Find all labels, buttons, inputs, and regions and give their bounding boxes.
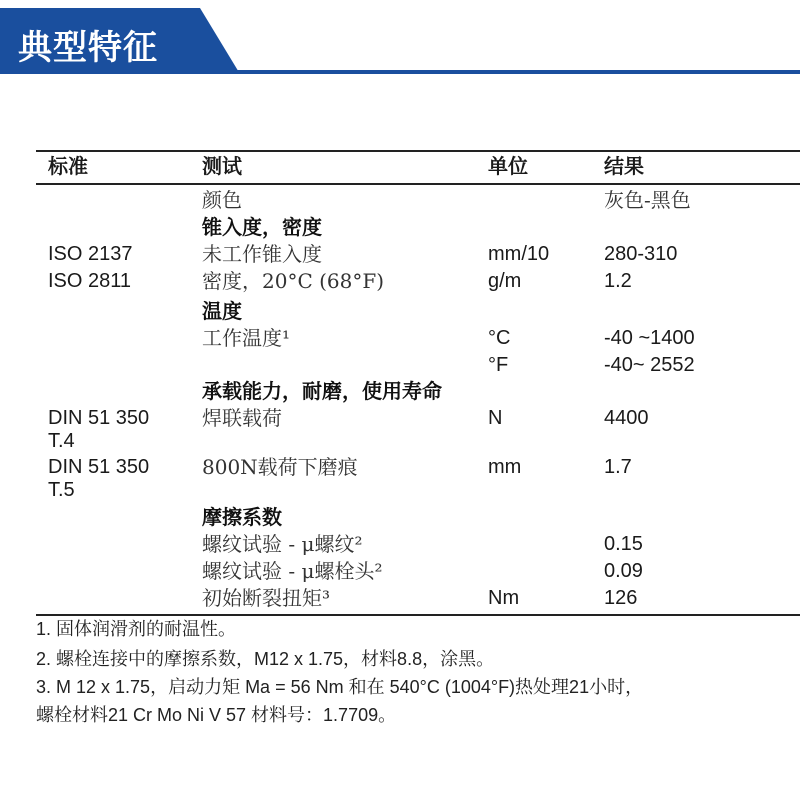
table-cell-standard: DIN 51 350 bbox=[48, 407, 150, 429]
table-cell-result: 灰色-黑色 bbox=[604, 188, 691, 212]
table-cell-unit: g/m bbox=[488, 270, 522, 292]
footnote-3-continued: 螺栓材料21 Cr Mo Ni V 57 材料号：1.7709。 bbox=[36, 705, 397, 725]
column-header-unit: 单位 bbox=[488, 154, 528, 178]
table-cell-test: 密度，20°C (68°F) bbox=[202, 269, 385, 293]
section-heading: 温度 bbox=[202, 299, 242, 323]
table-cell-result: 1.2 bbox=[604, 270, 632, 292]
table-cell-result: -40 ~1400 bbox=[604, 327, 695, 349]
table-cell-unit: °F bbox=[488, 354, 509, 376]
table-cell-test: 初始断裂扭矩³ bbox=[202, 586, 331, 610]
table-top-rule bbox=[36, 150, 800, 152]
table-cell-result: 126 bbox=[604, 587, 638, 609]
table-cell-result: 280-310 bbox=[604, 243, 678, 265]
table-bottom-rule bbox=[36, 614, 800, 616]
header-banner bbox=[0, 8, 240, 74]
table-header-rule bbox=[36, 183, 800, 185]
table-cell-test: 颜色 bbox=[202, 188, 242, 212]
table-cell-standard: ISO 2811 bbox=[48, 270, 132, 292]
table-cell-standard: DIN 51 350 bbox=[48, 456, 150, 478]
table-cell-standard: ISO 2137 bbox=[48, 243, 133, 265]
table-cell-unit: mm bbox=[488, 456, 522, 478]
table-cell-test: 螺纹试验 - μ螺纹² bbox=[202, 532, 363, 556]
table-cell-result: 4400 bbox=[604, 407, 649, 429]
footnote-2: 2. 螺栓连接中的摩擦系数，M12 x 1.75，材料8.8，涂黑。 bbox=[36, 649, 495, 669]
footnote-1: 1. 固体润滑剂的耐温性。 bbox=[36, 619, 237, 639]
table-cell-standard-part: T.5 bbox=[48, 479, 75, 501]
page-title: 典型特征 bbox=[18, 28, 158, 68]
footnote-3: 3. M 12 x 1.75，启动力矩 Ma = 56 Nm 和在 540°C (1004°F)热处理21小时， bbox=[36, 677, 644, 697]
table-cell-standard-part: T.4 bbox=[48, 430, 75, 452]
section-heading: 锥入度，密度 bbox=[202, 215, 322, 239]
section-heading: 摩擦系数 bbox=[202, 505, 282, 529]
column-header-test: 测试 bbox=[202, 154, 242, 178]
section-heading: 承载能力，耐磨，使用寿命 bbox=[202, 379, 442, 403]
table-cell-result: 1.7 bbox=[604, 456, 632, 478]
table-cell-unit: Nm bbox=[488, 587, 520, 609]
table-cell-unit: mm/10 bbox=[488, 243, 550, 265]
table-cell-test: 螺纹试验 - μ螺栓头² bbox=[202, 559, 383, 583]
table-cell-unit: °C bbox=[488, 327, 511, 349]
table-cell-unit: N bbox=[488, 407, 503, 429]
table-cell-test: 工作温度¹ bbox=[202, 326, 291, 350]
table-cell-result: 0.09 bbox=[604, 560, 643, 582]
column-header-result: 结果 bbox=[604, 154, 644, 178]
table-cell-result: -40~ 2552 bbox=[604, 354, 695, 376]
column-header-standard: 标准 bbox=[48, 154, 88, 178]
table-cell-test: 焊联载荷 bbox=[202, 406, 282, 430]
table-cell-test: 800N载荷下磨痕 bbox=[202, 455, 358, 479]
table-cell-result: 0.15 bbox=[604, 533, 643, 555]
table-cell-test: 未工作锥入度 bbox=[202, 242, 322, 266]
